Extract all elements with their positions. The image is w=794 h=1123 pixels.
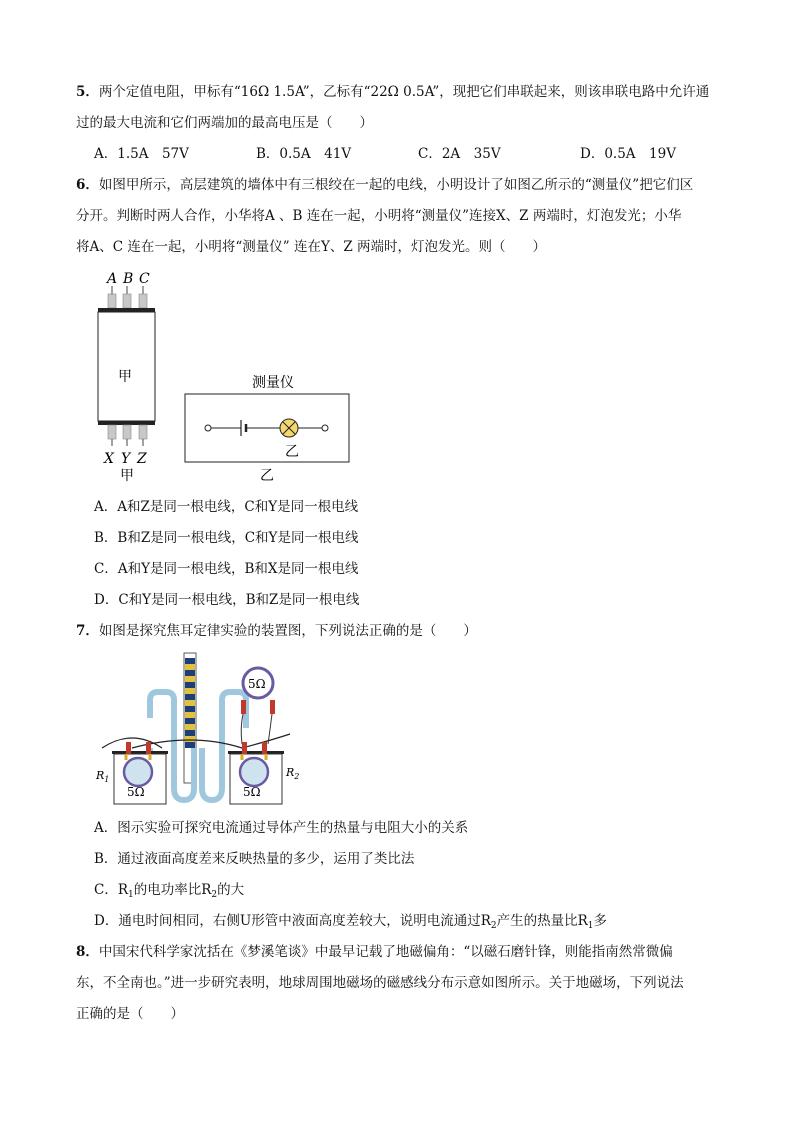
q5-stem-line2: 过的最大电流和它们两端加的最高电压是（ ） [76, 115, 373, 131]
label-z: Z [137, 451, 147, 467]
q6-stem-line1: 6．如图甲所示，高层建筑的墙体中有三根绞在一起的电线，小明设计了如图乙所示的“测量仪”把它们区 [76, 177, 694, 193]
meter-terminal-right [322, 425, 328, 431]
label-a: A [107, 271, 118, 287]
r1-label: $R_1$ [96, 769, 110, 784]
q6-option-a[interactable]: A．A和Z是同一根电线，C和Y是同一根电线 [94, 499, 359, 515]
terminal-x [108, 425, 116, 439]
q7-option-b[interactable]: B．通过液面高度差来反映热量的多少，运用了类比法 [94, 851, 415, 867]
label-c: C [139, 271, 150, 287]
terminal-z [139, 425, 147, 439]
q8-stem-line1: 8．中国宋代科学家沈括在《梦溪笔谈》中最早记载了地磁偏角：“以磁石磨针锋，则能指南然常微偏 [76, 944, 673, 960]
terminal-c [139, 294, 147, 308]
meter-terminal-left [205, 425, 211, 431]
right-box-label: 5Ω [243, 785, 261, 799]
q5-option-b[interactable]: B．0.5A 41V [256, 146, 352, 162]
q5-option-c[interactable]: C．2A 35V [418, 146, 501, 162]
q7-stem: 7．如图是探究焦耳定律实验的装置图，下列说法正确的是（ ） [76, 623, 477, 639]
q5-option-d[interactable]: D．0.5A 19V [580, 146, 676, 162]
cap-top [98, 308, 155, 312]
q6-stem-line3: 将A、C 连在一起，小明将“测量仪” 连在Y、Z 两端时，灯泡发光。则（ ） [76, 239, 547, 255]
terminal-a [108, 294, 116, 308]
scale-stripes [185, 658, 195, 748]
q6-option-c[interactable]: C．A和Y是同一根电线，B和X是同一根电线 [94, 561, 359, 577]
q7-number: 7． [76, 623, 99, 639]
right-resistor-icon [240, 758, 268, 786]
terminal-b [123, 294, 131, 308]
q6-option-b[interactable]: B．B和Z是同一根电线，C和Y是同一根电线 [94, 530, 359, 546]
q6-number: 6． [76, 177, 99, 193]
wall-cable-body [98, 312, 155, 421]
top-resistor-label: 5Ω [248, 677, 266, 691]
q8-number: 8． [76, 944, 99, 960]
body-label: 甲 [118, 369, 132, 385]
q6-stem-line2: 分开。判断时两人合作，小华将A 、B 连在一起，小明将“测量仪”连接X、Z 两端时，灯泡发光；小华 [76, 208, 682, 224]
r2-label: $R_2$ [286, 766, 300, 781]
q7-figure [92, 648, 304, 808]
q7-option-c[interactable]: C．$R_1$的电功率比$R_2$的大 [94, 882, 245, 900]
q5-stem-line1: 5．两个定值电阻，甲标有“16Ω 1.5A”，乙标有“22Ω 0.5A”，现把它们串联起来，则该串联电路中允许通 [76, 84, 710, 100]
q8-stem-line2: 东，不全南也。”进一步研究表明，地球周围地磁场的磁感线分布示意如图所示。关于地磁场，下列说法 [76, 975, 684, 991]
q6-figure [90, 264, 370, 486]
cap-bottom [98, 421, 155, 425]
meter-title: 测量仪 [252, 375, 294, 391]
q7-option-a[interactable]: A．图示实验可探究电流通过导体产生的热量与电阻大小的关系 [94, 820, 469, 836]
label-y: Y [121, 451, 131, 467]
lamp-label: 乙 [285, 444, 299, 460]
caption-yi: 乙 [260, 468, 274, 484]
q5-number: 5． [76, 84, 99, 100]
label-b: B [123, 271, 134, 287]
q6-option-d[interactable]: D．C和Y是同一根电线，B和Z是同一根电线 [94, 592, 360, 608]
caption-jia: 甲 [120, 468, 134, 484]
q7-option-d[interactable]: D．通电时间相同，右侧U形管中液面高度差较大，说明电流通过$R_2$产生的热量比$R_1$多 [94, 913, 608, 931]
q5-option-a[interactable]: A．1.5A 57V [94, 146, 189, 162]
left-resistor-icon [124, 758, 152, 786]
q8-stem-line3: 正确的是（ ） [76, 1006, 184, 1022]
label-x: X [104, 451, 114, 467]
terminal-y [123, 425, 131, 439]
left-box-label: 5Ω [127, 785, 145, 799]
